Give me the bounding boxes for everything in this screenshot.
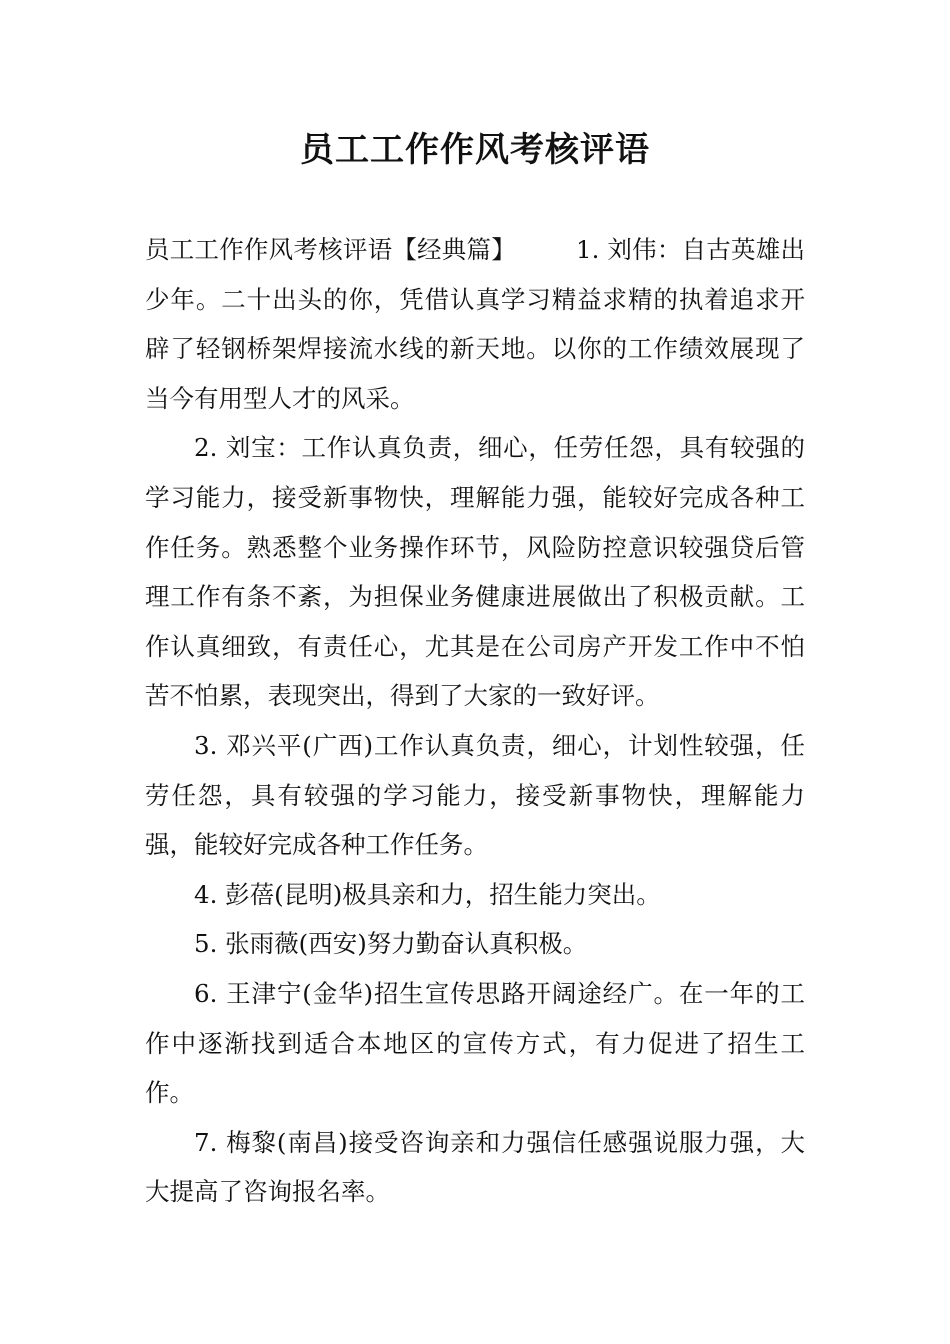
paragraph-7: 7. 梅黎(南昌)接受咨询亲和力强信任感强说服力强，大大提高了咨询报名率。 — [145, 1127, 805, 1207]
document-title: 员工工作作风考核评语 — [300, 130, 650, 170]
paragraph-4: 4. 彭蓓(昆明)极具亲和力，招生能力突出。 — [194, 879, 661, 909]
paragraph-3: 3. 邓兴平(广西)工作认真负责，细心，计划性较强，任劳任怨，具有较强的学习能力，接受新事物快，理解能力强，能较好完成各种工作任务。 — [145, 730, 805, 860]
paragraph-1 — [145, 225, 805, 423]
document-body — [145, 225, 805, 1217]
paragraph-1-text: 1. 刘伟：自古英雄出少年。二十出头的你，凭借认真学习精益求精的执着追求开辟了轻钢桥架焊接流水线的新天地。以你的工作绩效展现了当今有用型人才的风采。 — [145, 235, 806, 413]
paragraph-2: 2. 刘宝：工作认真负责，细心，任劳任怨，具有较强的学习能力，接受新事物快，理解能力强，能较好完成各种工作任务。熟悉整个业务操作环节，风险防控意识较强贷后管理工作有条不紊，为担保业务健康进展做出了积极贡献。工作认真细致，有责任心，尤其是在公司房产开发工作中不怕苦不怕累，表现突出，得到了大家的一致好评。 — [145, 433, 805, 711]
intro-heading: 员工工作作风考核评语【经典篇】 — [145, 235, 516, 264]
paragraph-5: 5. 张雨薇(西安)努力勤奋认真积极。 — [194, 929, 588, 959]
paragraph-6: 6. 王津宁(金华)招生宣传思路开阔途经广。在一年的工作中逐渐找到适合本地区的宣传方式，有力促进了招生工作。 — [145, 978, 805, 1108]
